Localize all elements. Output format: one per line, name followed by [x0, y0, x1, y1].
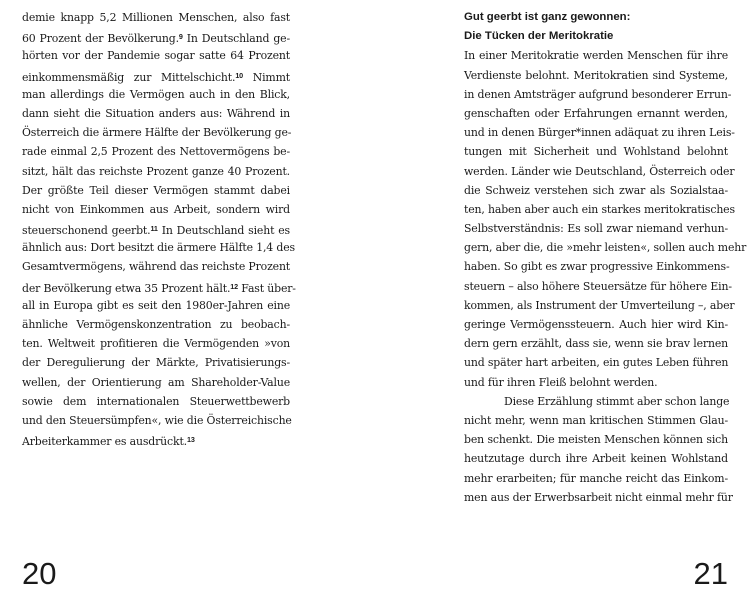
- section-heading-line-2: Die Tücken der Meritokratie: [464, 30, 614, 43]
- text-line: [464, 430, 728, 449]
- line-text: einkommensmäßig zur Mittelschicht.: [22, 70, 236, 84]
- line-text: Diese Erzählung stimmt aber schon lange: [504, 394, 730, 408]
- line-text: wellen, der Orientierung am Shareholder-Value: [22, 375, 290, 389]
- line-text: sowie dem internationalen Steuerwettbewerb: [22, 394, 290, 408]
- line-text: und für ihren Fleiß belohnt werden.: [464, 375, 658, 389]
- text-line: [464, 411, 728, 430]
- text-line: [464, 181, 728, 200]
- line-text: demie knapp 5,2 Millionen Menschen, also fast: [22, 11, 290, 24]
- text-line: [22, 277, 296, 296]
- line-text: men aus der Erwerbsarbeit nicht einmal mehr für: [464, 490, 733, 504]
- text-line: [22, 27, 290, 46]
- text-line: [464, 469, 728, 488]
- right-paragraphs: [464, 46, 747, 507]
- line-text: der Deregulierung der Märkte, Privatisierungs-: [22, 356, 290, 370]
- line-text-continued: Fast über-: [237, 281, 296, 295]
- line-text: hörten vor der Pandemie sogar satte 64 Prozent: [22, 49, 290, 63]
- footnote-marker: 10: [235, 70, 244, 80]
- line-text: tungen mit Sicherheit und Wohlstand belohnt: [464, 145, 728, 159]
- line-text: steuerschonend geerbt.: [22, 224, 151, 238]
- page-number-left: 20: [22, 556, 57, 591]
- line-text: 60 Prozent der Bevölkerung.: [22, 32, 179, 46]
- line-text: ben schenkt. Die meisten Menschen können sich: [464, 433, 728, 447]
- line-text: und den Steuersümpfen«, wie die Österreichische: [22, 413, 292, 427]
- text-line: [464, 449, 728, 468]
- line-text: kommen, als Instrument der Umverteilung –, aber: [464, 298, 735, 312]
- line-text: geringe Vermögenssteuern. Auch hier wird Kin-: [464, 318, 728, 331]
- text-line: [22, 85, 290, 104]
- line-text: werden. Länder wie Deutschland, Österreich oder: [464, 164, 735, 178]
- line-text: Österreich die ärmere Hälfte der Bevölkerung ge-: [22, 126, 292, 140]
- text-line: [22, 257, 290, 276]
- line-text: gern, aber die, die »mehr leisten«, sollen auch mehr: [464, 241, 747, 255]
- text-line: [22, 219, 290, 238]
- line-text: sitzt, hält das reichste Prozent ganze 40 Prozent.: [22, 164, 290, 178]
- line-text: die Schweiz verstehen sich zwar als Sozialstaa-: [464, 183, 728, 197]
- text-line: [464, 353, 728, 372]
- text-line: [22, 373, 290, 392]
- text-line: [464, 66, 728, 85]
- line-text: der Bevölkerung etwa 35 Prozent hält.: [22, 281, 231, 295]
- text-line: [22, 46, 290, 65]
- line-text: all in Europa gibt es seit den 1980er-Jahren eine: [22, 298, 290, 312]
- line-text: man allerdings die Vermögen auch in den Blick,: [22, 87, 290, 101]
- text-line: [22, 392, 290, 411]
- text-line: [464, 162, 735, 181]
- text-line: [22, 8, 290, 27]
- text-line: [464, 373, 728, 392]
- line-text: rade einmal 2,5 Prozent des Nettovermögens be-: [22, 145, 290, 159]
- line-text: ten. Weltweit profitieren die Vermögenden »von: [22, 337, 290, 351]
- text-line: [22, 142, 290, 161]
- line-text: und in denen Bürger*innen adäquat zu ihren Leis-: [464, 126, 735, 140]
- line-text: und später hart arbeiten, ein gutes Leben führen: [464, 356, 729, 370]
- text-line: [464, 219, 728, 238]
- line-text: heutzutage durch ihre Arbeit keinen Wohlstand: [464, 452, 728, 466]
- text-line: [464, 85, 732, 104]
- text-line: [22, 181, 290, 200]
- text-line: [464, 257, 728, 276]
- text-line: [464, 104, 728, 123]
- line-text: Gesamtvermögens, während das reichste Prozent: [22, 260, 291, 274]
- text-line: [464, 315, 728, 334]
- text-line: [22, 66, 290, 85]
- line-text: dann sieht die Situation anders aus: Während in: [22, 106, 290, 120]
- line-text: ähnliche Vermögenskonzentration zu beobach-: [22, 318, 290, 331]
- text-line: [22, 411, 290, 430]
- text-line: [464, 200, 735, 219]
- text-line: [22, 353, 290, 372]
- line-text: nicht von Einkommen aus Arbeit, sondern wird: [22, 202, 290, 216]
- text-line: [464, 488, 733, 507]
- text-line: [464, 123, 735, 142]
- line-text: Selbstverständnis: Es soll zwar niemand verhun-: [464, 222, 728, 236]
- text-line: [22, 200, 290, 219]
- footnote-marker: 9: [178, 32, 183, 42]
- text-line: [464, 46, 728, 65]
- right-page: [375, 0, 750, 610]
- text-line: [464, 142, 728, 161]
- line-text: nicht mehr, wenn man kritischen Stimmen Glau-: [464, 413, 728, 427]
- text-line: [464, 277, 732, 296]
- section-heading-line-1: Gut geerbt ist ganz gewonnen:: [464, 11, 631, 23]
- line-text-continued: Nimmt: [243, 70, 290, 84]
- text-line: [22, 315, 290, 334]
- page-number-right: 21: [693, 556, 728, 591]
- line-text: dern gern erzählt, dass sie, wenn sie brav lernen: [464, 337, 728, 351]
- line-text: genschaften oder Erfahrungen ernannt werden,: [464, 106, 728, 120]
- text-line: [22, 123, 290, 142]
- footnote-marker: 12: [230, 281, 238, 291]
- line-text-continued: In Deutschland ge-: [182, 32, 290, 46]
- text-line: [464, 392, 728, 411]
- line-text: Arbeiterkammer es ausdrückt.: [22, 435, 187, 449]
- line-text-continued: In Deutschland sieht es: [157, 224, 290, 238]
- line-text: Der größte Teil dieser Vermögen stammt dabei: [22, 183, 290, 197]
- left-body-text: [22, 8, 296, 449]
- line-text: ähnlich aus: Dort besitzt die ärmere Hälfte 1,4 des: [22, 241, 295, 255]
- text-line: [22, 430, 290, 449]
- text-line: [22, 296, 290, 315]
- line-text: Verdienste belohnt. Meritokratien sind Systeme,: [464, 68, 728, 82]
- line-text: steuern – also höhere Steuersätze für höhere Ein-: [464, 279, 732, 293]
- line-text: mehr erarbeiten; für manche reicht das Einkom-: [464, 471, 728, 485]
- text-line: [464, 296, 735, 315]
- text-line: [22, 104, 290, 123]
- text-line: [464, 334, 728, 353]
- text-line: [22, 162, 290, 181]
- line-text: in denen Amtsträger aufgrund besonderer Errun-: [464, 87, 732, 101]
- text-line: [22, 238, 295, 257]
- footnote-marker: 11: [150, 224, 158, 234]
- right-body-text: [464, 8, 747, 507]
- footnote-marker: 13: [186, 435, 195, 445]
- line-text: In einer Meritokratie werden Menschen für ihre: [464, 49, 728, 63]
- text-line: [22, 334, 290, 353]
- line-text: haben. So gibt es zwar progressive Einkommens-: [464, 260, 730, 274]
- text-line: [464, 238, 747, 257]
- line-text: ten, haben aber auch ein starkes meritokratisches: [464, 202, 735, 216]
